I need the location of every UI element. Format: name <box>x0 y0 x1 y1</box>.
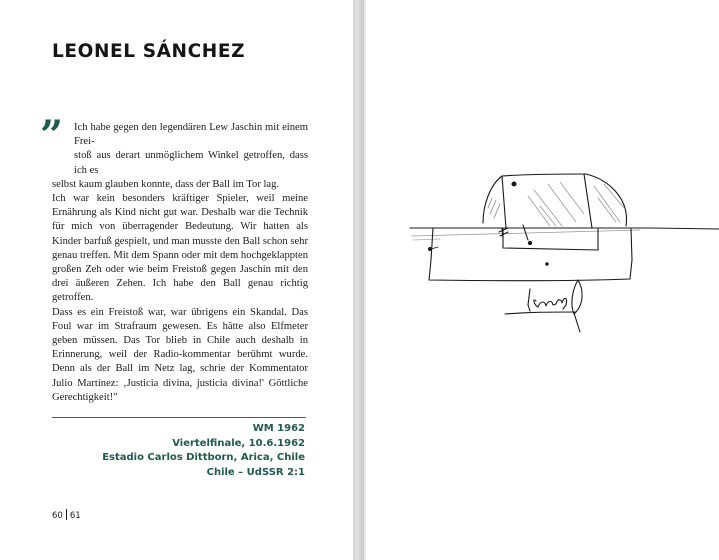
match-round-date: Viertelfinale, 10.6.1962 <box>172 437 305 449</box>
page-number-right: 61 <box>69 511 81 521</box>
quote-mark-icon: ” <box>40 112 61 159</box>
match-result: Chile – UdSSR 2:1 <box>206 466 305 478</box>
quote-paragraph-3: Dass es ein Freistoß war, war übrigens ein Skandal. Das Foul war im Strafraum gewesen. Es hätte also Elfmeter geben müssen. Das Tor blieb in Chile auch deshalb in Erinnerung, weil der Radio-kommentar berühmt wurde. Denn als der Ball im Netz lag, schrie der Kommentator Julio Martínez: ‚Justicia divina, justicia divina!' Göttliche Gerechtigkeit!" <box>52 306 308 403</box>
quote-paragraph-2: Ich war kein besonders kräftiger Spieler, weil meine Ernährung als Kind nicht gut war. Deshalb war die Technik für mich von überragender Bedeutung. Wir hatten als Kinder barfuß gespielt, und man musste den Ball schon sehr genau treffen. Mit dem Spann oder mit dem hochgeklappten großen Zeh oder wie beim Freistoß gegen Jaschin mit den drei äußeren Zehen. Ich habe den Ball genau richtig getroffen. <box>52 193 308 304</box>
quote-line-2: stoß aus derart unmöglichem Winkel getroffen, dass ich es <box>74 150 308 176</box>
match-tournament: WM 1962 <box>252 423 305 434</box>
page-title: LEONEL SÁNCHEZ <box>52 41 246 62</box>
quote-line-1: Ich habe gegen den legendären Lew Jaschin mit einem Frei- <box>74 122 308 148</box>
match-venue: Estadio Carlos Dittborn, Arica, Chile <box>102 452 305 464</box>
quote-line-3: selbst kaum glauben konnte, dass der Ball im Tor lag. <box>52 178 280 190</box>
page-number-left: 60 <box>52 511 63 521</box>
